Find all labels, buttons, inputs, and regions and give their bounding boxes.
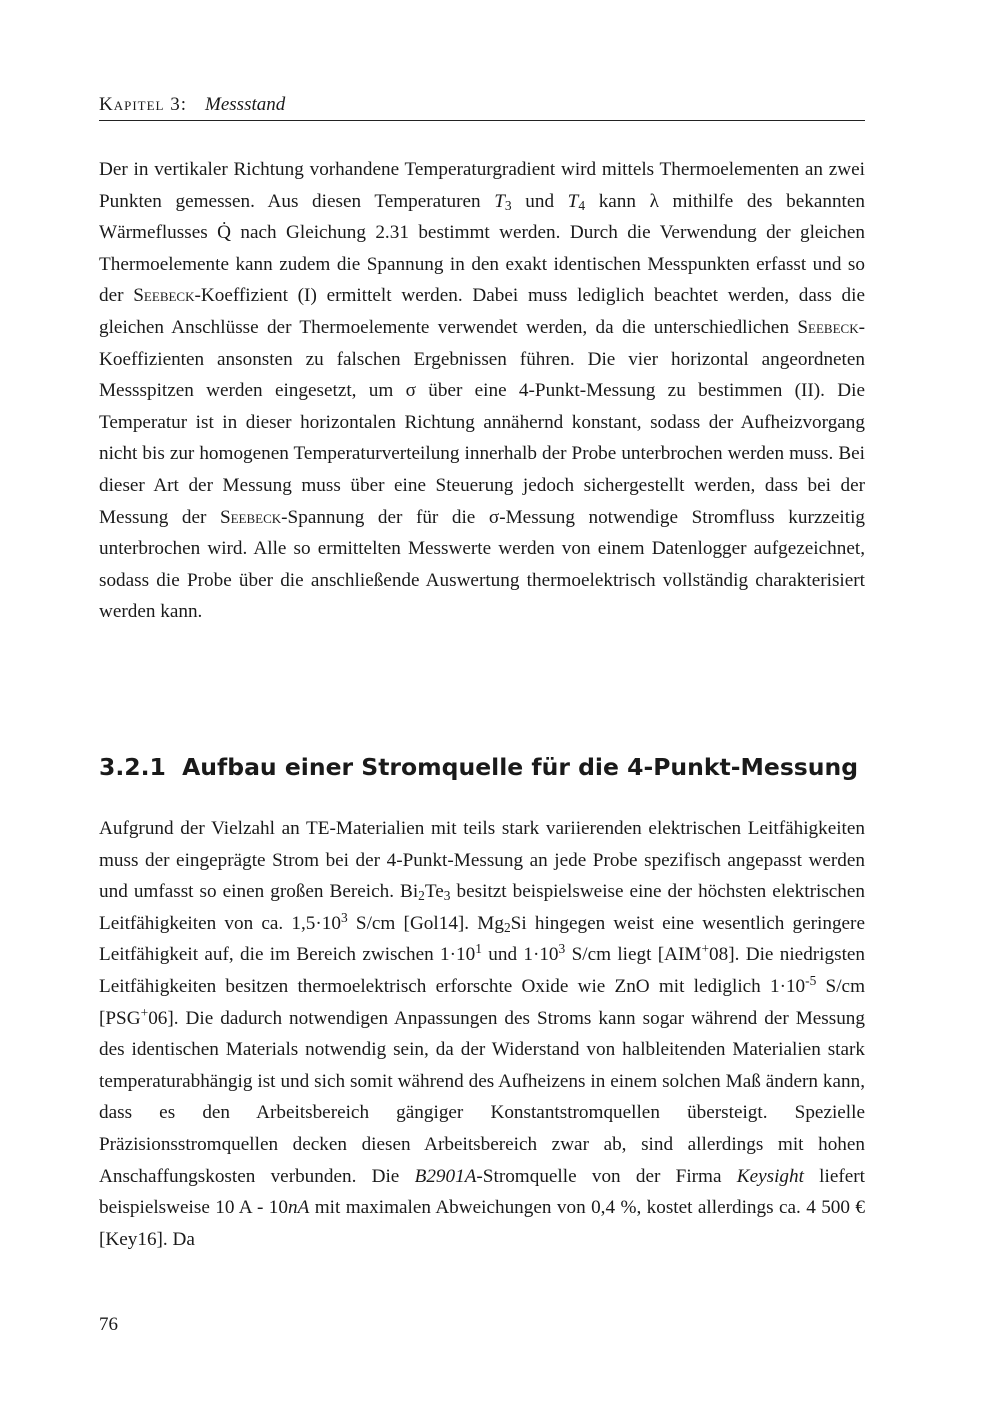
- name-seebeck: Seebeck: [797, 316, 859, 338]
- text-run: Si hingegen weist eine wesentlich geringere Leitfähigkeit auf, die im Bereich zwischen 1·10: [99, 912, 865, 966]
- text-run: kann λ mithilfe des bekannten Wärmeflusses Q̇ nach Gleichung 2.31 bestimmt werden. Durch die Verwendung der gleichen Thermoelemente kann zudem die Spannung in den exakt identischen Messpunkten erfasst und so der: [99, 190, 865, 307]
- text-run: besitzt beispielsweise eine der höchsten elektrischen Leitfähigkeiten von ca. 1,5·10: [99, 881, 866, 934]
- text-run: und: [511, 190, 568, 212]
- section-title: Aufbau einer Stromquelle für die 4-Punkt-Messung: [182, 753, 859, 781]
- text-run: 06]. Die dadurch notwendigen Anpassungen des Stroms kann sogar während der Messung des identischen Materials notwendig sein, da der Widerstand von halbleitenden Materialien stark temperaturabhängig ist und sich somit während des Aufheizens in einem solchen Maß ändern kann, dass es den Arbeitsbereich gängiger Konstantstromquellen übersteigt. Spezielle Präzisionsstromquellen decken diesen Arbeitsbereich zwar ab, sind allerdings mit hohen Anschaffungskosten verbunden. Die: [99, 1007, 865, 1187]
- paragraph-current-source: [99, 813, 865, 1255]
- superscript: -5: [805, 972, 817, 988]
- text-run: Te: [424, 881, 444, 903]
- superscript: +: [140, 1004, 149, 1020]
- superscript: +: [701, 941, 710, 957]
- text-run: S/cm liegt [AIM: [565, 944, 702, 966]
- running-header: [99, 92, 865, 118]
- text-run: Der in vertikaler Richtung vorhandene Temperaturgradient wird mittels Thermoelementen an zwei Punkten gemessen. Aus diesen Temperaturen: [99, 159, 865, 212]
- section-heading: [99, 750, 865, 784]
- text-run: S/cm [PSG: [99, 975, 865, 1029]
- symbol-T3: T: [494, 190, 505, 212]
- text-run: liefert beispielsweise 10 A - 10: [99, 1165, 865, 1219]
- text-run: -Koeffizient (I) ermittelt werden. Dabei muss lediglich beachtet werden, dass die gleichen Anschlüsse der Thermoelemente verwendet werden, da die unterschiedlichen: [99, 285, 865, 338]
- superscript: 3: [558, 941, 566, 957]
- name-seebeck: Seebeck: [219, 506, 282, 528]
- text-run: -Stromquelle von der Firma: [476, 1165, 737, 1187]
- superscript: 3: [340, 909, 348, 925]
- subscript: 4: [578, 197, 586, 213]
- text-run: -Koeffizienten ansonsten zu falschen Ergebnissen führen. Die vier horizontal angeordneten Messspitzen werden eingesetzt, um σ über eine 4-Punkt-Messung zu bestimmen (II). Die Temperatur ist in dieser horizontalen Richtung annähernd konstant, sodass der Aufheizvorgang nicht bis zur homogenen Temperaturverteilung innerhalb der Probe unterbrochen werden muss. Bei dieser Art der Messung muss über eine Steuerung jedoch sichergestellt werden, dass bei der Messung der: [99, 316, 865, 528]
- subscript: 3: [504, 197, 512, 213]
- text-run: mit maximalen Abweichungen von 0,4 %, kostet allerdings ca. 4 500 € [Key16]. Da: [99, 1197, 865, 1250]
- name-seebeck: Seebeck: [133, 285, 195, 307]
- subscript: 3: [443, 888, 451, 904]
- subscript: 2: [418, 888, 425, 904]
- page-number: 76: [99, 1314, 118, 1335]
- text-run: S/cm [Gol14]. Mg: [347, 912, 504, 934]
- text-run: und 1·10: [481, 944, 559, 966]
- symbol-T4: T: [567, 190, 579, 212]
- text-run: Aufgrund der Vielzahl an TE-Materialien mit teils stark variierenden elektrischen Leitfähigkeiten muss der eingeprägte Strom bei der 4-Punkt-Messung an jede Probe spezifisch angepasst werden und umfasst so einen großen Bereich. Bi: [99, 818, 865, 903]
- company-name: Keysight: [736, 1165, 804, 1187]
- section-number: 3.2.1: [99, 753, 166, 781]
- text-run: -Spannung der für die σ-Messung notwendige Stromfluss kurzzeitig unterbrochen wird. Alle so ermittelten Messwerte werden von einem Datenlogger aufgezeichnet, sodass die Probe über die anschließende Auswertung thermoelektrisch vollständig charakterisiert werden kann.: [99, 506, 866, 623]
- device-name: B2901A: [414, 1165, 477, 1187]
- chapter-label: Kapitel 3:: [99, 94, 188, 115]
- header-rule: [99, 120, 865, 121]
- superscript: 1: [475, 941, 482, 957]
- paragraph-measurement: [99, 154, 865, 628]
- text-run: 08]. Die niedrigsten Leitfähigkeiten besitzen thermoelektrisch erforschte Oxide wie ZnO mit lediglich 1·10: [99, 944, 866, 997]
- subscript: 2: [503, 919, 511, 935]
- unit-nA: nA: [287, 1197, 310, 1219]
- chapter-title: Messstand: [205, 94, 286, 115]
